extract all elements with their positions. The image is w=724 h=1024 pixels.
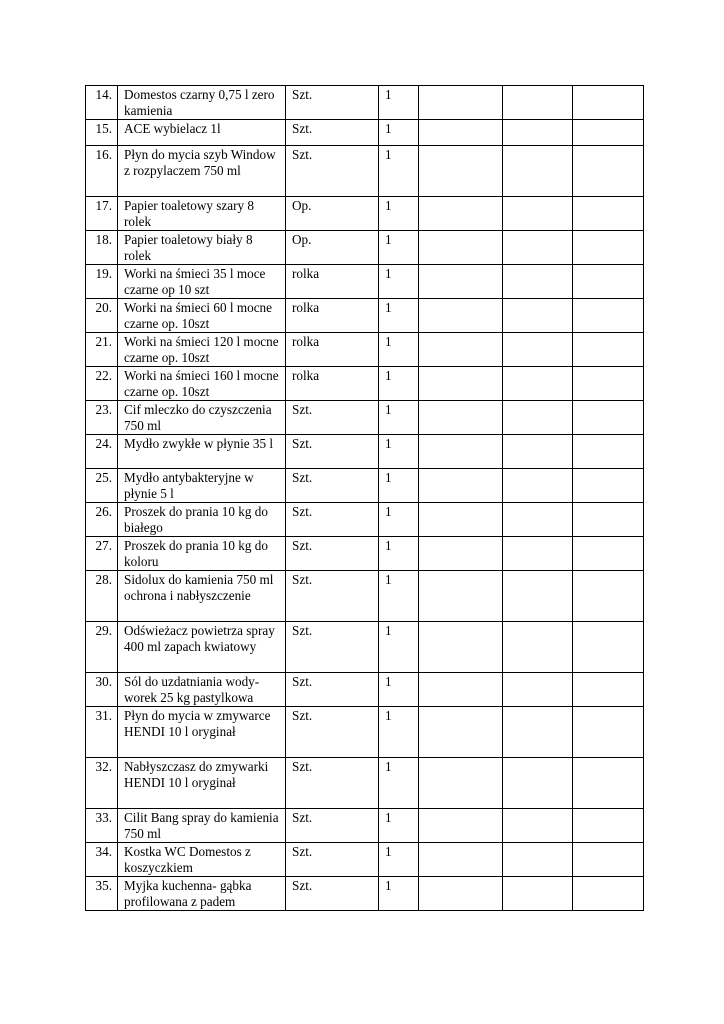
- item-name: Płyn do mycia szyb Window z rozpylaczem 750 ml: [118, 146, 286, 197]
- item-name: Mydło zwykłe w płynie 35 l: [118, 435, 286, 469]
- empty-cell: [573, 758, 644, 809]
- item-name: Papier toaletowy biały 8 rolek: [118, 231, 286, 265]
- row-number: 31.: [86, 707, 118, 758]
- item-quantity: 1: [379, 146, 419, 197]
- items-table-body: [86, 86, 644, 911]
- item-name: Worki na śmieci 60 l mocne czarne op. 10szt: [118, 299, 286, 333]
- empty-cell: [419, 758, 503, 809]
- item-name: Domestos czarny 0,75 l zero kamienia: [118, 86, 286, 120]
- item-unit: Szt.: [286, 571, 379, 622]
- item-unit: Szt.: [286, 622, 379, 673]
- empty-cell: [503, 435, 573, 469]
- empty-cell: [419, 469, 503, 503]
- table-row: [86, 333, 644, 367]
- empty-cell: [573, 367, 644, 401]
- row-number: 22.: [86, 367, 118, 401]
- table-row: [86, 622, 644, 673]
- item-name: Worki na śmieci 160 l mocne czarne op. 10szt: [118, 367, 286, 401]
- table-row: [86, 809, 644, 843]
- empty-cell: [573, 265, 644, 299]
- table-row: [86, 435, 644, 469]
- item-unit: rolka: [286, 367, 379, 401]
- item-quantity: 1: [379, 435, 419, 469]
- row-number: 16.: [86, 146, 118, 197]
- empty-cell: [573, 537, 644, 571]
- row-number: 30.: [86, 673, 118, 707]
- empty-cell: [503, 120, 573, 146]
- empty-cell: [503, 299, 573, 333]
- empty-cell: [503, 146, 573, 197]
- table-row: [86, 571, 644, 622]
- item-name: Kostka WC Domestos z koszyczkiem: [118, 843, 286, 877]
- empty-cell: [503, 622, 573, 673]
- item-name: Proszek do prania 10 kg do białego: [118, 503, 286, 537]
- table-row: [86, 86, 644, 120]
- empty-cell: [419, 537, 503, 571]
- item-unit: Szt.: [286, 809, 379, 843]
- item-name: Mydło antybakteryjne w płynie 5 l: [118, 469, 286, 503]
- table-row: [86, 537, 644, 571]
- item-quantity: 1: [379, 843, 419, 877]
- empty-cell: [573, 231, 644, 265]
- empty-cell: [573, 401, 644, 435]
- item-name: Papier toaletowy szary 8 rolek: [118, 197, 286, 231]
- item-quantity: 1: [379, 120, 419, 146]
- row-number: 18.: [86, 231, 118, 265]
- empty-cell: [573, 146, 644, 197]
- empty-cell: [419, 333, 503, 367]
- item-name: Nabłyszczasz do zmywarki HENDI 10 l oryginał: [118, 758, 286, 809]
- empty-cell: [503, 197, 573, 231]
- item-quantity: 1: [379, 503, 419, 537]
- table-row: [86, 197, 644, 231]
- row-number: 35.: [86, 877, 118, 911]
- item-name: Proszek do prania 10 kg do koloru: [118, 537, 286, 571]
- table-row: [86, 367, 644, 401]
- row-number: 17.: [86, 197, 118, 231]
- item-name: Cilit Bang spray do kamienia 750 ml: [118, 809, 286, 843]
- table-row: [86, 401, 644, 435]
- item-name: Odświeżacz powietrza spray 400 ml zapach kwiatowy: [118, 622, 286, 673]
- item-quantity: 1: [379, 469, 419, 503]
- empty-cell: [419, 146, 503, 197]
- empty-cell: [503, 333, 573, 367]
- empty-cell: [573, 571, 644, 622]
- table-row: [86, 469, 644, 503]
- table-row: [86, 707, 644, 758]
- table-row: [86, 877, 644, 911]
- item-unit: Szt.: [286, 537, 379, 571]
- item-name: Worki na śmieci 120 l mocne czarne op. 10szt: [118, 333, 286, 367]
- item-unit: Op.: [286, 231, 379, 265]
- item-name: Płyn do mycia w zmywarce HENDI 10 l oryginał: [118, 707, 286, 758]
- table-row: [86, 146, 644, 197]
- item-unit: rolka: [286, 299, 379, 333]
- empty-cell: [419, 401, 503, 435]
- row-number: 14.: [86, 86, 118, 120]
- items-table: [85, 85, 644, 911]
- empty-cell: [503, 503, 573, 537]
- row-number: 20.: [86, 299, 118, 333]
- empty-cell: [573, 333, 644, 367]
- empty-cell: [573, 503, 644, 537]
- item-quantity: 1: [379, 622, 419, 673]
- empty-cell: [503, 537, 573, 571]
- table-row: [86, 120, 644, 146]
- empty-cell: [573, 843, 644, 877]
- empty-cell: [419, 503, 503, 537]
- empty-cell: [573, 622, 644, 673]
- empty-cell: [573, 673, 644, 707]
- empty-cell: [573, 707, 644, 758]
- item-quantity: 1: [379, 758, 419, 809]
- item-unit: Szt.: [286, 673, 379, 707]
- item-unit: Op.: [286, 197, 379, 231]
- empty-cell: [573, 120, 644, 146]
- empty-cell: [419, 622, 503, 673]
- empty-cell: [573, 197, 644, 231]
- row-number: 26.: [86, 503, 118, 537]
- row-number: 27.: [86, 537, 118, 571]
- item-quantity: 1: [379, 537, 419, 571]
- item-unit: Szt.: [286, 435, 379, 469]
- row-number: 25.: [86, 469, 118, 503]
- item-quantity: 1: [379, 877, 419, 911]
- empty-cell: [573, 877, 644, 911]
- item-unit: Szt.: [286, 401, 379, 435]
- item-name: ACE wybielacz 1l: [118, 120, 286, 146]
- empty-cell: [503, 843, 573, 877]
- empty-cell: [503, 707, 573, 758]
- empty-cell: [419, 673, 503, 707]
- item-quantity: 1: [379, 299, 419, 333]
- empty-cell: [573, 299, 644, 333]
- item-quantity: 1: [379, 86, 419, 120]
- empty-cell: [419, 571, 503, 622]
- table-row: [86, 758, 644, 809]
- item-quantity: 1: [379, 673, 419, 707]
- empty-cell: [419, 265, 503, 299]
- empty-cell: [503, 86, 573, 120]
- empty-cell: [503, 673, 573, 707]
- item-quantity: 1: [379, 333, 419, 367]
- empty-cell: [503, 877, 573, 911]
- empty-cell: [419, 197, 503, 231]
- empty-cell: [419, 809, 503, 843]
- row-number: 29.: [86, 622, 118, 673]
- table-row: [86, 231, 644, 265]
- table-row: [86, 503, 644, 537]
- empty-cell: [419, 843, 503, 877]
- empty-cell: [419, 367, 503, 401]
- item-name: Sidolux do kamienia 750 ml ochrona i nabłyszczenie: [118, 571, 286, 622]
- empty-cell: [419, 435, 503, 469]
- row-number: 23.: [86, 401, 118, 435]
- item-unit: rolka: [286, 265, 379, 299]
- item-unit: Szt.: [286, 469, 379, 503]
- item-quantity: 1: [379, 197, 419, 231]
- item-quantity: 1: [379, 401, 419, 435]
- table-row: [86, 265, 644, 299]
- empty-cell: [419, 299, 503, 333]
- empty-cell: [503, 571, 573, 622]
- empty-cell: [573, 435, 644, 469]
- empty-cell: [503, 758, 573, 809]
- empty-cell: [503, 231, 573, 265]
- row-number: 32.: [86, 758, 118, 809]
- item-quantity: 1: [379, 231, 419, 265]
- item-unit: Szt.: [286, 843, 379, 877]
- empty-cell: [573, 809, 644, 843]
- empty-cell: [503, 367, 573, 401]
- item-unit: Szt.: [286, 86, 379, 120]
- row-number: 21.: [86, 333, 118, 367]
- item-unit: Szt.: [286, 707, 379, 758]
- row-number: 19.: [86, 265, 118, 299]
- table-row: [86, 299, 644, 333]
- empty-cell: [573, 86, 644, 120]
- empty-cell: [419, 707, 503, 758]
- item-quantity: 1: [379, 707, 419, 758]
- table-row: [86, 843, 644, 877]
- empty-cell: [503, 401, 573, 435]
- empty-cell: [503, 809, 573, 843]
- table-row: [86, 673, 644, 707]
- item-name: Cif mleczko do czyszczenia 750 ml: [118, 401, 286, 435]
- row-number: 24.: [86, 435, 118, 469]
- item-quantity: 1: [379, 809, 419, 843]
- row-number: 34.: [86, 843, 118, 877]
- empty-cell: [419, 877, 503, 911]
- item-unit: Szt.: [286, 146, 379, 197]
- row-number: 15.: [86, 120, 118, 146]
- item-quantity: 1: [379, 367, 419, 401]
- item-name: Worki na śmieci 35 l moce czarne op 10 szt: [118, 265, 286, 299]
- item-quantity: 1: [379, 265, 419, 299]
- item-name: Sól do uzdatniania wody-worek 25 kg pastylkowa: [118, 673, 286, 707]
- row-number: 33.: [86, 809, 118, 843]
- item-unit: rolka: [286, 333, 379, 367]
- item-unit: Szt.: [286, 503, 379, 537]
- empty-cell: [573, 469, 644, 503]
- empty-cell: [419, 231, 503, 265]
- empty-cell: [419, 120, 503, 146]
- empty-cell: [419, 86, 503, 120]
- item-quantity: 1: [379, 571, 419, 622]
- row-number: 28.: [86, 571, 118, 622]
- item-unit: Szt.: [286, 120, 379, 146]
- item-unit: Szt.: [286, 758, 379, 809]
- empty-cell: [503, 265, 573, 299]
- empty-cell: [503, 469, 573, 503]
- item-name: Myjka kuchenna- gąbka profilowana z padem: [118, 877, 286, 911]
- item-unit: Szt.: [286, 877, 379, 911]
